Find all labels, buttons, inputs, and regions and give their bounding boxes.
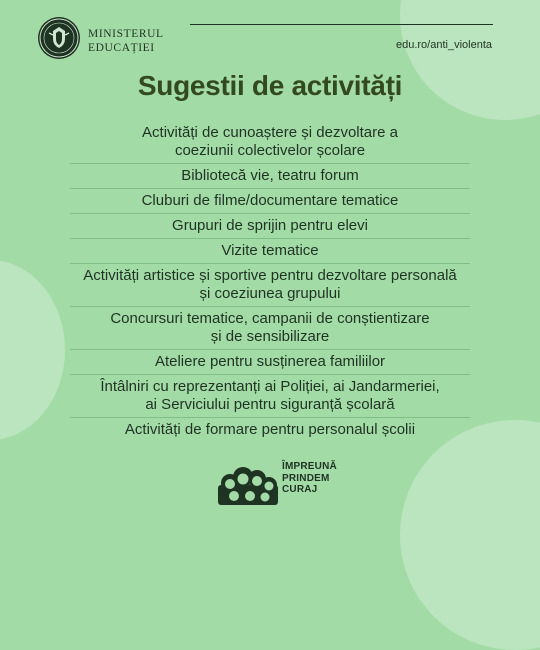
header bbox=[0, 0, 540, 70]
campaign-logo bbox=[216, 461, 336, 509]
slogan-line-1: ÎMPREUNĂ bbox=[282, 461, 337, 472]
slogan-line-2: PRINDEM bbox=[282, 472, 330, 484]
activity-item-line: Concursuri tematice, campanii de conștientizare bbox=[110, 310, 430, 327]
activity-item bbox=[70, 164, 470, 189]
activity-item bbox=[70, 214, 470, 239]
ministry-line-1: MINISTERUL bbox=[88, 28, 164, 40]
header-divider bbox=[190, 24, 493, 25]
activity-item-line: ai Serviciului pentru siguranță școlară bbox=[145, 396, 395, 413]
activity-item bbox=[70, 350, 470, 375]
ministry-line-2: EDUCAȚIEI bbox=[88, 42, 155, 54]
campaign-url[interactable]: edu.ro/anti_violenta bbox=[395, 39, 492, 51]
activity-item-line: Activități de formare pentru personalul școlii bbox=[124, 421, 416, 438]
activity-item bbox=[70, 418, 470, 442]
faces-group-icon bbox=[216, 463, 280, 507]
slogan-line-3: CURAJ bbox=[282, 484, 318, 495]
activity-item bbox=[70, 264, 470, 307]
decorative-blob-bottom-right bbox=[400, 420, 540, 650]
activity-item-line: Activități de cunoaștere și dezvoltare a bbox=[142, 124, 398, 141]
activity-item bbox=[70, 189, 470, 214]
activity-item-line: și de sensibilizare bbox=[210, 328, 330, 345]
activity-item bbox=[70, 307, 470, 350]
activity-item-line: Activități artistice și sportive pentru dezvoltare personală bbox=[83, 267, 457, 284]
activity-item-line: Grupuri de sprijin pentru elevi bbox=[172, 217, 368, 234]
activity-item-line: coeziunii colectivelor școlare bbox=[174, 142, 366, 159]
activity-item-line: Vizite tematice bbox=[221, 242, 319, 259]
decorative-blob-left bbox=[0, 260, 65, 440]
campaign-slogan bbox=[282, 461, 337, 496]
page-title: Sugestii de activități bbox=[137, 70, 403, 101]
activity-item-line: Bibliotecă vie, teatru forum bbox=[181, 167, 359, 184]
ministry-name bbox=[88, 27, 164, 55]
ministry-crest-icon bbox=[38, 17, 80, 59]
activity-item-line: Întâlniri cu reprezentanți ai Poliției, ai Jandarmeriei, bbox=[100, 378, 440, 395]
activity-item-line: Ateliere pentru susținerea familiilor bbox=[154, 353, 386, 370]
activity-item-line: Cluburi de filme/documentare tematice bbox=[141, 192, 399, 209]
activity-item bbox=[70, 121, 470, 164]
activity-item bbox=[70, 239, 470, 264]
activity-item bbox=[70, 375, 470, 418]
activity-list bbox=[70, 121, 470, 442]
activity-item-line: și coeziunea grupului bbox=[199, 285, 341, 302]
